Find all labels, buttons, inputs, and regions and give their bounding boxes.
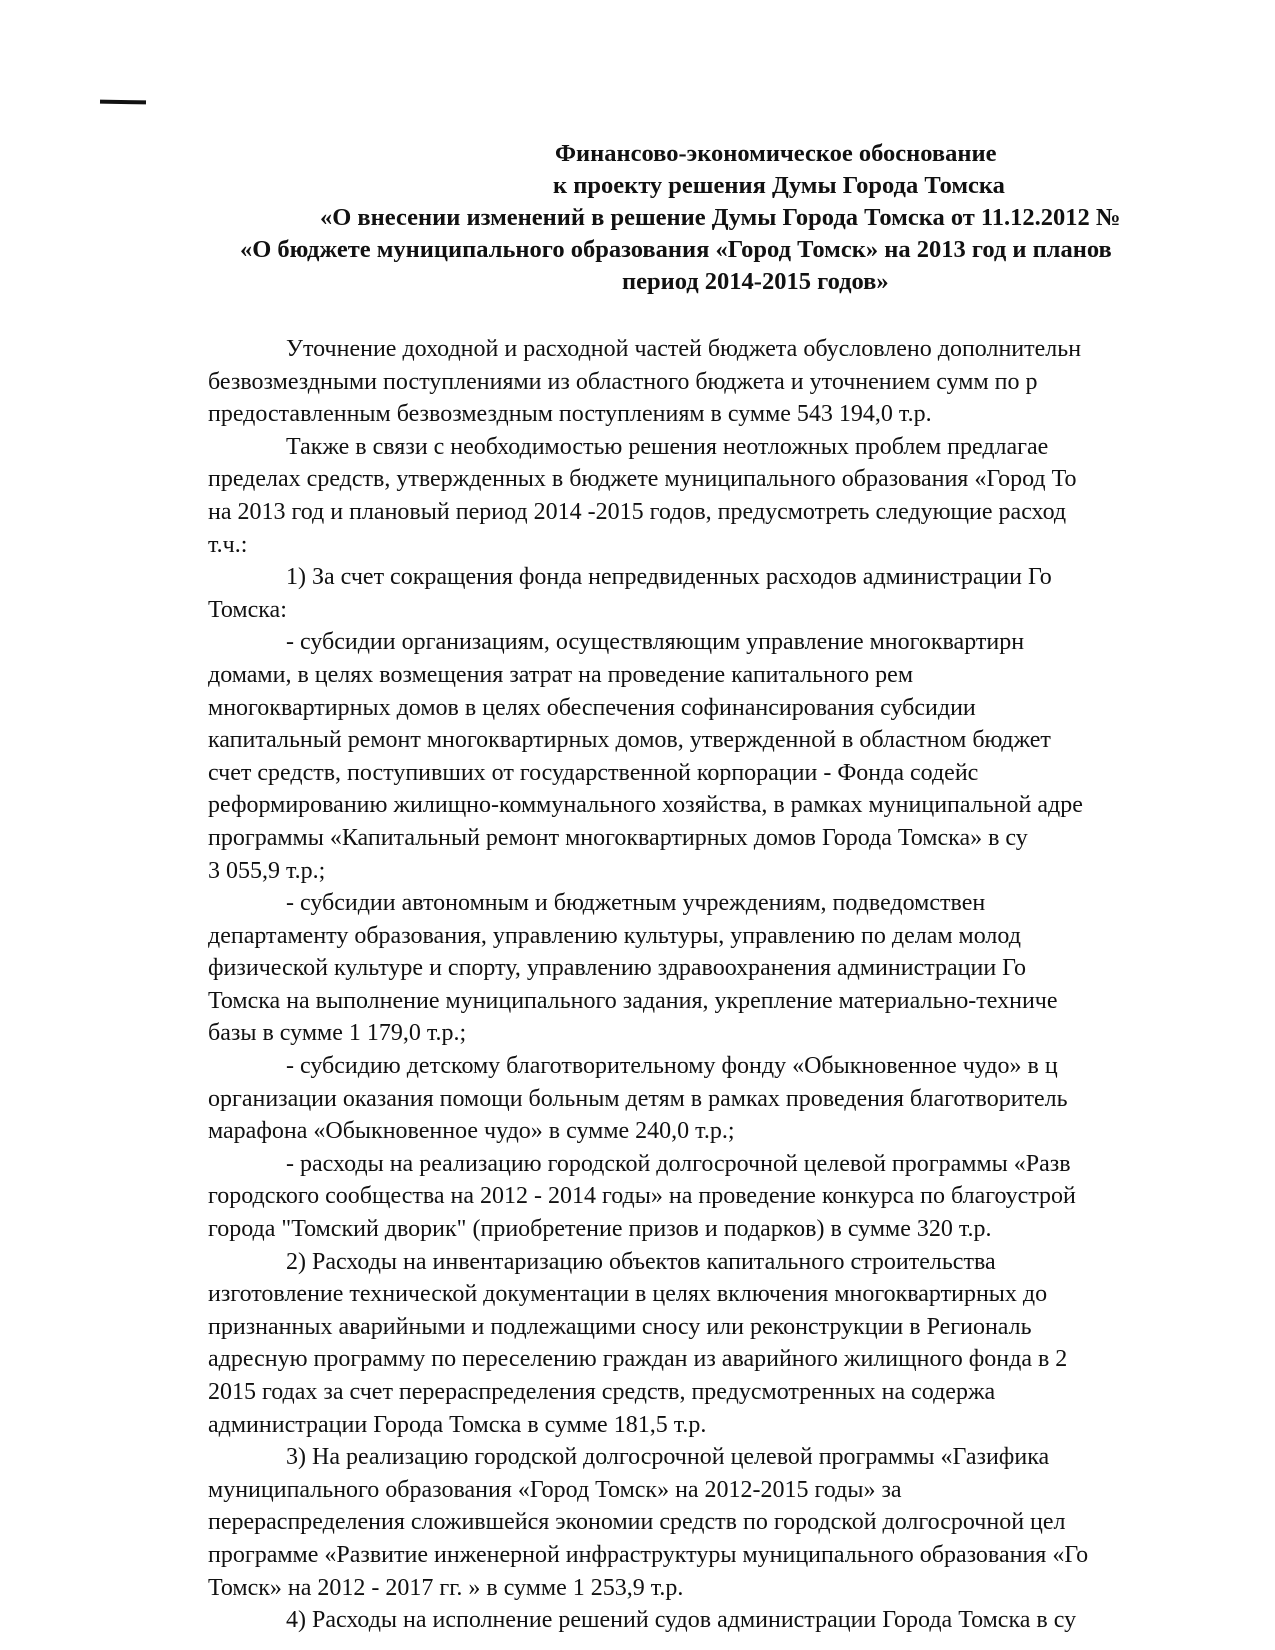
text-line: многоквартирных домов в целях обеспечения софинансирования субсидии	[208, 694, 976, 721]
text-line: марафона «Обыкновенное чудо» в сумме 240,0 т.р.;	[208, 1118, 735, 1145]
paragraph	[208, 1441, 1275, 1604]
text-line: программе «Развитие инженерной инфраструктуры муниципального образования «Го	[208, 1541, 1089, 1568]
text-line: т.ч.:	[208, 531, 248, 558]
title-line-5: период 2014-2015 годов»	[622, 268, 889, 295]
text-line: перераспределения сложившейся экономии средств по городской долгосрочной цел	[208, 1509, 1066, 1536]
text-line: 3 055,9 т.р.;	[208, 857, 326, 884]
text-line: 1) За счет сокращения фонда непредвиденных расходов администрации Го	[286, 564, 1052, 591]
text-line: организации оказания помощи больным детям в рамках проведения благотворитель	[208, 1085, 1068, 1112]
text-line: признанных аварийными и подлежащими сносу или реконструкции в Региональ	[208, 1313, 1032, 1340]
text-line: реформированию жилищно-коммунального хозяйства, в рамках муниципальной адре	[208, 792, 1083, 819]
text-line: департаменту образования, управлению культуры, управлению по делам молод	[208, 922, 1021, 949]
title-line-1: Финансово-экономическое обоснование	[555, 140, 997, 167]
text-line: Томска на выполнение муниципального задания, укрепление материально-техниче	[208, 987, 1058, 1014]
text-line: предоставленным безвозмездным поступлениям в сумме 543 194,0 т.р.	[208, 401, 932, 428]
text-line: муниципального образования «Город Томск» на 2012-2015 годы» за	[208, 1476, 902, 1503]
text-line: Также в связи с необходимостью решения неотложных проблем предлагае	[286, 433, 1049, 460]
text-line: Уточнение доходной и расходной частей бюджета обусловлено дополнительн	[286, 336, 1082, 362]
text-line: 4) Расходы на исполнение решений судов администрации Города Томска в су	[286, 1607, 1077, 1634]
paragraph	[208, 333, 1275, 431]
text-line: 2) Расходы на инвентаризацию объектов капитального строительства	[286, 1248, 996, 1275]
text-line: - субсидию детскому благотворительному фонду «Обыкновенное чудо» в ц	[286, 1053, 1058, 1080]
title-line-4: «О бюджете муниципального образования «Город Томск» на 2013 год и планов	[240, 236, 1112, 263]
paragraph	[208, 1148, 1275, 1246]
text-line: Томск» на 2012 - 2017 гг. » в сумме 1 253,9 т.р.	[208, 1574, 684, 1601]
text-line: безвозмездными поступлениями из областного бюджета и уточнением сумм по р	[208, 368, 1038, 395]
text-line: программы «Капитальный ремонт многоквартирных домов Города Томска» в су	[208, 824, 1028, 851]
title-line-2: к проекту решения Думы Города Томска	[553, 172, 1005, 199]
paragraph	[208, 1246, 1275, 1442]
text-line: 2015 годах за счет перераспределения средств, предусмотренных на содержа	[208, 1379, 996, 1405]
text-line: капитальный ремонт многоквартирных домов, утвержденной в областном бюджет	[208, 727, 1051, 754]
text-line: 3) На реализацию городской долгосрочной целевой программы «Газифика	[286, 1444, 1050, 1471]
text-line: базы в сумме 1 179,0 т.р.;	[208, 1020, 467, 1047]
text-line: Томска:	[208, 596, 287, 623]
document-title	[210, 138, 1275, 298]
text-line: - субсидии автономным и бюджетным учреждениям, подведомствен	[286, 890, 986, 917]
text-line: на 2013 год и плановый период 2014 -2015 годов, предусмотреть следующие расход	[208, 498, 1067, 525]
paragraph	[208, 1604, 1275, 1637]
text-line: города "Томский дворик" (приобретение призов и подарков) в сумме 320 т.р.	[208, 1216, 992, 1243]
paragraph	[208, 561, 1275, 626]
paragraph	[208, 626, 1275, 887]
text-line: пределах средств, утвержденных в бюджете муниципального образования «Город То	[208, 466, 1077, 493]
paragraph	[208, 1050, 1275, 1148]
text-line: - расходы на реализацию городской долгосрочной целевой программы «Разв	[286, 1150, 1071, 1177]
text-line: счет средств, поступивших от государственной корпорации - Фонда содейс	[208, 759, 979, 786]
document-body	[208, 333, 1275, 1637]
corner-dash-mark	[100, 100, 146, 105]
text-line: городского сообщества на 2012 - 2014 годы» на проведение конкурса по благоустрой	[208, 1183, 1076, 1210]
title-line-3: «О внесении изменений в решение Думы Города Томска от 11.12.2012 №	[320, 204, 1121, 231]
text-line: домами, в целях возмещения затрат на проведение капитального рем	[208, 661, 914, 688]
text-line: администрации Города Томска в сумме 181,5 т.р.	[208, 1411, 707, 1438]
text-line: физической культуре и спорту, управлению здравоохранения администрации Го	[208, 955, 1026, 982]
paragraph	[208, 431, 1275, 561]
paragraph	[208, 887, 1275, 1050]
text-line: изготовление технической документации в целях включения многоквартирных до	[208, 1281, 1048, 1308]
text-line: адресную программу по переселению граждан из аварийного жилищного фонда в 2	[208, 1346, 1068, 1373]
text-line: - субсидии организациям, осуществляющим управление многоквартирн	[286, 629, 1025, 656]
